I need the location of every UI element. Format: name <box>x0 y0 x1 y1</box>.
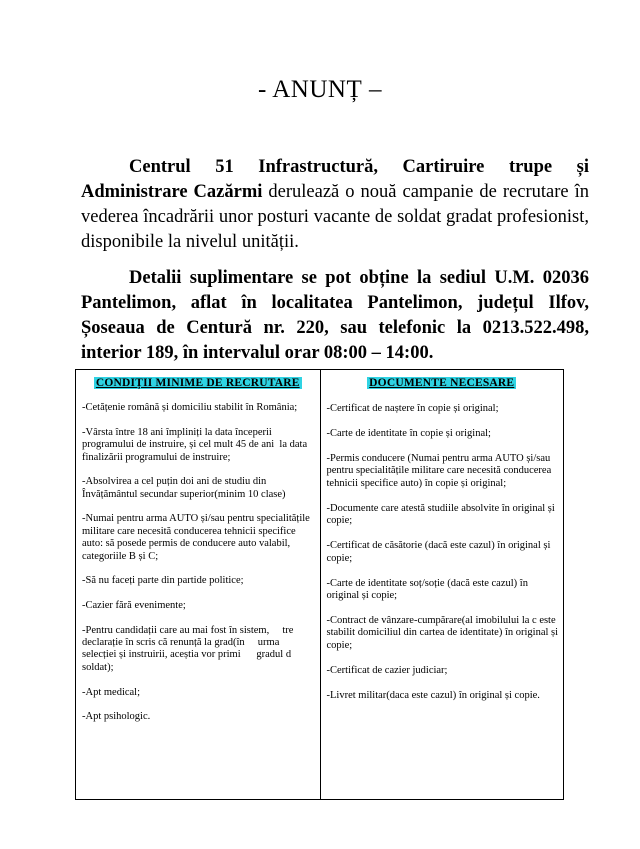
documents-column <box>321 370 564 799</box>
document-item: -Livret militar(daca este cazul) în original și copie. <box>326 689 540 701</box>
intro-bold-text: Centrul 51 Infrastructură, Cartiruire trupe și Administrare Cazărmi <box>81 157 589 202</box>
conditions-column <box>76 370 321 799</box>
document-item: -Carte de identitate soț/soție (dacă este cazul) în original și copie; <box>326 577 531 602</box>
condition-item: -Apt psihologic. <box>82 711 151 723</box>
conditions-header: CONDIȚII MINIME DE RECRUTARE <box>95 377 300 389</box>
intro-paragraph <box>81 155 589 255</box>
condition-item: -Apt medical; <box>82 686 141 698</box>
condition-item: -Pentru candidații care au mai fost în sistem, tre declarație în scris că renunță la grad(în urma selecției și instruirii, aceștia vor primi gradul d soldat); <box>82 624 297 673</box>
documents-list <box>327 403 564 715</box>
document-item: -Permis conducere (Numai pentru arma AUTO și/sau pentru specialitățile militare care necesită conducerea tehnicii specifice auto) în copie și original; <box>326 453 554 489</box>
document-item: -Documente care atestă studiile absolvite în original și copie; <box>326 502 558 527</box>
page-title: - ANUNȚ – <box>258 76 382 103</box>
condition-item: -Vârsta între 18 ani împliniți la data începerii programului de instruire, și cel mult 45 de ani la data finalizării programului de instruire; <box>82 426 310 463</box>
contact-text: Detalii suplimentare se pot obține la sediul U.M. 02036 Pantelimon, aflat în localitatea Pantelimon, județul Ilfov, Șoseaua de Centură nr. 220, sau telefonic la 0213.522.498, interior 189, în intervalul orar 08:00 – 14:00. <box>81 268 589 363</box>
documents-header: DOCUMENTE NECESARE <box>369 377 515 389</box>
requirements-table <box>75 369 564 800</box>
condition-item: -Să nu faceți parte din partide politice; <box>82 575 244 587</box>
intro-text: derulează o nouă campanie de recrutare în vederea încadrării unor posturi vacante de soldat gradat profesionist, disponibile la nivelul unității. <box>81 182 589 252</box>
contact-paragraph <box>81 266 589 366</box>
condition-item: -Absolvirea a cel puțin doi ani de studiu din Învățământul secundar superior(minim 10 clase) <box>82 476 286 500</box>
document-item: -Carte de identitate în copie și original; <box>326 428 491 439</box>
document-item: -Certificat de căsătorie (dacă este cazul) în original și copie; <box>326 540 554 564</box>
document-item: -Certificat de naștere în copie și original; <box>326 403 499 414</box>
conditions-list <box>82 402 316 736</box>
condition-item: -Cazier fără evenimente; <box>82 599 186 611</box>
document-item: -Certificat de cazier judiciar; <box>326 664 448 676</box>
condition-item: -Cetățenie română și domiciliu stabilit în România; <box>82 402 298 413</box>
condition-item: -Numai pentru arma AUTO și/sau pentru specialitățile militare care necesită conducerea tehnicii specifice auto: să posede permis de conducere auto valabil, categoriile B și C; <box>82 513 313 562</box>
document-item: -Contract de vânzare-cumpărare(al imobilului la c este stabilit domiciliul din cartea de identitate) în original și copie; <box>326 615 561 651</box>
